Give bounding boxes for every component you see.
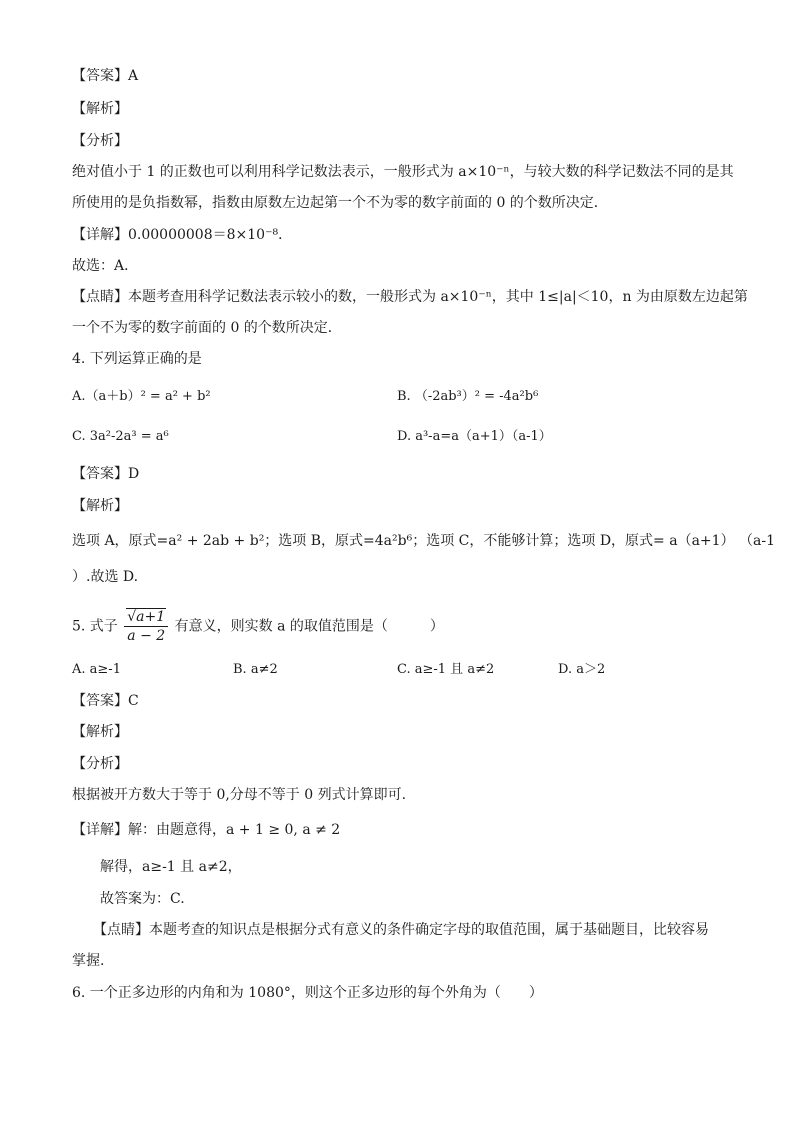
q3-fenxi-line1: 绝对值小于 1 的正数也可以利用科学记数法表示，一般形式为 a×10⁻ⁿ，与较大数的科学记数法不同的是其 bbox=[72, 164, 734, 180]
q3-fenxi-line2: 所使用的是负指数幂，指数由原数左边起第一个不为零的数字前面的 0 的个数所决定． bbox=[72, 195, 608, 211]
q5-dianjing-line1: 【点睛】本题考查的知识点是根据分式有意义的条件确定字母的取值范围，属于基础题目，比较容易 bbox=[93, 922, 709, 938]
q4-jiexi-line1: 选项 A，原式=a² + 2ab + b²；选项 B，原式=4a²b⁶；选项 C，不能够计算；选项 D，原式= a（a+1） （a-1 bbox=[72, 533, 775, 549]
q4-jiexi-heading: 【解析】 bbox=[72, 498, 128, 514]
q5-answer: 【答案】C bbox=[72, 693, 139, 709]
q5-option-c: C. a≥-1 且 a≠2 bbox=[397, 662, 495, 677]
q3-guxuan: 故选：A． bbox=[72, 258, 139, 274]
q4-option-c: C. 3a²-2a³ = a⁶ bbox=[72, 429, 169, 444]
q3-dianjing-line2: 一个不为零的数字前面的 0 的个数所决定． bbox=[72, 320, 342, 336]
q3-fenxi-heading: 【分析】 bbox=[72, 133, 128, 149]
q4-option-b: B. （-2ab³）² = -4a²b⁶ bbox=[397, 389, 539, 404]
q5-fraction bbox=[124, 608, 168, 645]
q5-xiangjie: 【详解】解：由题意得，a + 1 ≥ 0, a ≠ 2 bbox=[72, 822, 341, 838]
q4-stem: 4. 下列运算正确的是 bbox=[72, 351, 202, 367]
q5-stem bbox=[72, 608, 444, 645]
q5-option-b: B. a≠2 bbox=[233, 662, 278, 677]
q5-jiexi-heading: 【解析】 bbox=[72, 724, 128, 740]
q3-answer: 【答案】A bbox=[72, 68, 139, 84]
q4-option-d: D. a³-a=a（a+1）（a-1） bbox=[397, 429, 552, 444]
q3-jiexi-heading: 【解析】 bbox=[72, 101, 128, 117]
q5-jiede: 解得，a≥-1 且 a≠2， bbox=[100, 859, 242, 875]
q5-fenxi-line1: 根据被开方数大于等于 0,分母不等于 0 列式计算即可. bbox=[72, 787, 407, 803]
q5-fraction-denominator: a − 2 bbox=[127, 628, 166, 644]
q3-xiangjie: 【详解】0.00000008＝8×10⁻⁸． bbox=[72, 227, 293, 243]
q5-fraction-numerator: √a+1 bbox=[127, 609, 166, 625]
q5-fenxi-heading: 【分析】 bbox=[72, 756, 128, 772]
q6-stem: 6. 一个正多边形的内角和为 1080°，则这个正多边形的每个外角为（ ） bbox=[72, 985, 543, 1001]
q4-answer: 【答案】D bbox=[72, 466, 140, 482]
q5-stem-pre: 5. 式子 bbox=[72, 618, 118, 635]
q5-stem-post: 有意义，则实数 a 的取值范围是（ ） bbox=[174, 618, 444, 635]
q3-dianjing-line1: 【点睛】本题考查用科学记数法表示较小的数，一般形式为 a×10⁻ⁿ，其中 1≤|a|＜10，n 为由原数左边起第 bbox=[72, 289, 748, 305]
q4-option-a: A.（a＋b）² = a² + b² bbox=[72, 389, 211, 404]
q5-option-d: D. a＞2 bbox=[558, 662, 606, 677]
q5-option-a: A. a≥-1 bbox=[72, 662, 121, 677]
q5-dianjing-line2: 掌握. bbox=[72, 953, 105, 969]
q5-guda: 故答案为：C. bbox=[100, 891, 185, 907]
q4-jiexi-line2: ）.故选 D. bbox=[72, 569, 139, 585]
